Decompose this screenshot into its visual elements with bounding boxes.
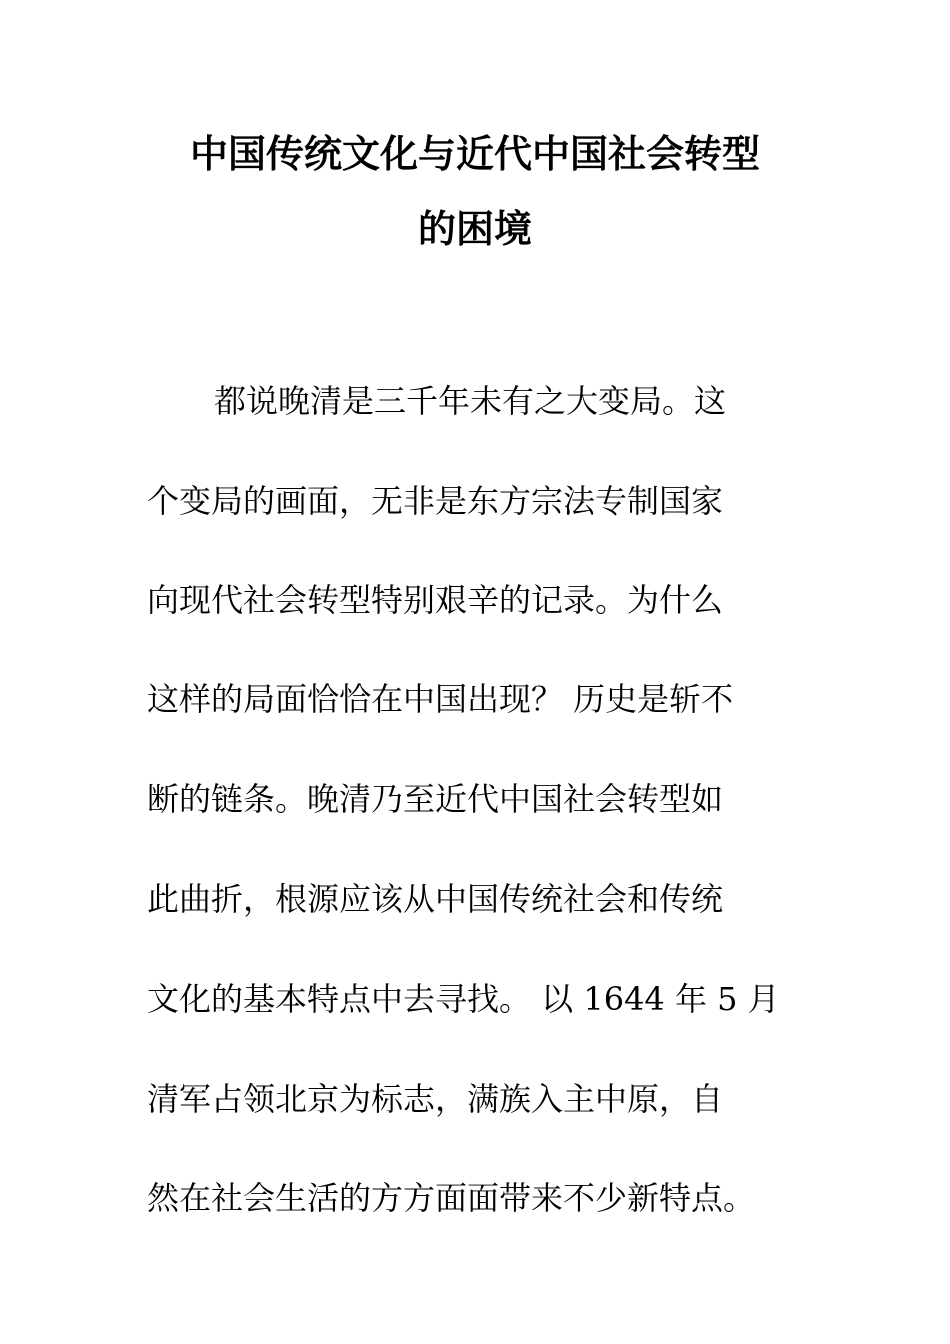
paragraph-line-2: 个变局的画面，无非是东方宗法专制国家 bbox=[147, 482, 724, 520]
document-title-line-2: 的困境 bbox=[417, 206, 532, 251]
paragraph-line-6: 此曲折，根源应该从中国传统社会和传统 bbox=[147, 880, 724, 918]
paragraph-line-8: 清军占领北京为标志，满族入主中原，自 bbox=[147, 1080, 724, 1118]
paragraph-line-7: 文化的基本特点中去寻找。 以 1644 年 5 月 bbox=[147, 980, 780, 1018]
paragraph-line-1: 都说晚清是三千年未有之大变局。这 bbox=[214, 382, 727, 420]
paragraph-line-3: 向现代社会转型特别艰辛的记录。为什么 bbox=[147, 581, 724, 619]
paragraph-line-4: 这样的局面恰恰在中国出现？ 历史是斩不 bbox=[147, 680, 734, 718]
paragraph-line-9: 然在社会生活的方方面面带来不少新特点。 bbox=[147, 1179, 756, 1217]
paragraph-line-5: 断的链条。晚清乃至近代中国社会转型如 bbox=[147, 780, 724, 818]
document-title-line-1: 中国传统文化与近代中国社会转型 bbox=[189, 131, 760, 176]
